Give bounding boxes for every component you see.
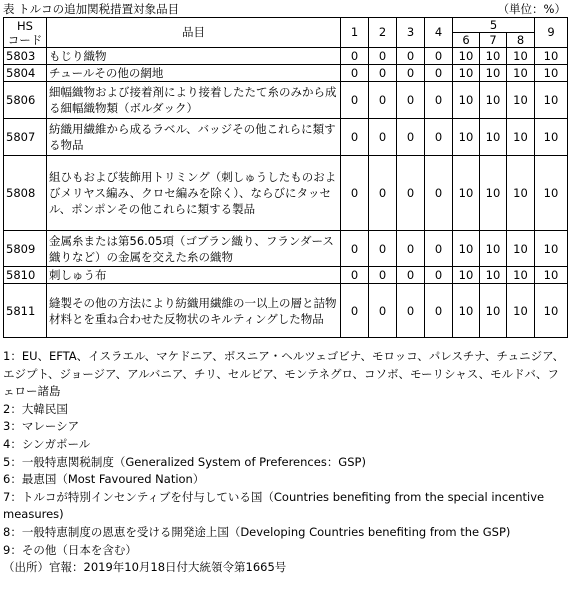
item-cell: 紡織用繊維から成るラベル、バッジその他これらに類する物品	[47, 119, 341, 156]
header-col-3: 3	[397, 18, 425, 48]
note-6: 6：最恵国（Most Favoured Nation）	[3, 472, 205, 487]
rate-cell-col-6: 10	[453, 156, 480, 231]
note-3: 3：マレーシア	[3, 419, 80, 434]
rate-cell-col-3: 0	[397, 48, 425, 65]
table-row	[4, 119, 568, 156]
table-row	[4, 65, 568, 82]
hs-code-cell: 5811	[4, 284, 47, 338]
rate-cell-col-4: 0	[425, 82, 453, 119]
header-col-8: 8	[507, 33, 535, 48]
rate-cell-col-9: 10	[535, 231, 568, 267]
header-col-1: 1	[341, 18, 369, 48]
table-title: 表 トルコの追加関税措置対象品目	[3, 2, 180, 16]
hs-code-cell: 5807	[4, 119, 47, 156]
note-2: 2：大韓民国	[3, 401, 68, 416]
hs-code-cell: 5803	[4, 48, 47, 65]
rate-cell-col-4: 0	[425, 284, 453, 338]
rate-cell-col-4: 0	[425, 119, 453, 156]
rate-cell-col-7: 10	[480, 65, 507, 82]
rate-cell-col-4: 0	[425, 48, 453, 65]
note-8: 8：一般特恵制度の恩恵を受ける開発途上国（Developing Countries benefiting from the GSP)	[3, 524, 511, 539]
rate-cell-col-2: 0	[369, 82, 397, 119]
hs-code-cell: 5809	[4, 231, 47, 267]
tariff-table	[3, 17, 568, 338]
note-5: 5：一般特恵関税制度（Generalized System of Preferences：GSP)	[3, 454, 366, 469]
note-9: 9：その他（日本を含む）	[3, 542, 137, 557]
rate-cell-col-1: 0	[341, 82, 369, 119]
item-cell: チュールその他の網地	[47, 65, 341, 82]
rate-cell-col-9: 10	[535, 119, 568, 156]
rate-cell-col-6: 10	[453, 231, 480, 267]
rate-cell-col-9: 10	[535, 65, 568, 82]
rate-cell-col-7: 10	[480, 156, 507, 231]
rate-cell-col-8: 10	[507, 48, 535, 65]
rate-cell-col-1: 0	[341, 284, 369, 338]
rate-cell-col-9: 10	[535, 284, 568, 338]
rate-cell-col-2: 0	[369, 65, 397, 82]
table-row	[4, 267, 568, 284]
rate-cell-col-8: 10	[507, 231, 535, 267]
header-hs-code: HS コード	[4, 18, 47, 48]
rate-cell-col-7: 10	[480, 267, 507, 284]
rate-cell-col-8: 10	[507, 65, 535, 82]
hs-code-cell: 5810	[4, 267, 47, 284]
item-cell: もじり織物	[47, 48, 341, 65]
rate-cell-col-6: 10	[453, 82, 480, 119]
rate-cell-col-1: 0	[341, 156, 369, 231]
rate-cell-col-1: 0	[341, 231, 369, 267]
item-cell: 細幅織物および接着剤により接着したたて糸のみから成る細幅織物類（ボルダック）	[47, 82, 341, 119]
unit-label: （単位：%）	[497, 2, 566, 16]
rate-cell-col-9: 10	[535, 48, 568, 65]
item-cell: 縫製その他の方法により紡織用繊維の一以上の層と詰物材料とを重ね合わせた反物状のキルティングした物品	[47, 284, 341, 338]
item-cell: 金属糸または第56.05項（ゴブラン織り、フランダース織りなど）の金属を交えた糸の織物	[47, 231, 341, 267]
rate-cell-col-8: 10	[507, 156, 535, 231]
rate-cell-col-8: 10	[507, 284, 535, 338]
table-row	[4, 82, 568, 119]
rate-cell-col-9: 10	[535, 267, 568, 284]
header-col-4: 4	[425, 18, 453, 48]
hs-code-cell: 5806	[4, 82, 47, 119]
rate-cell-col-2: 0	[369, 156, 397, 231]
header-item: 品目	[47, 18, 341, 48]
rate-cell-col-8: 10	[507, 267, 535, 284]
rate-cell-col-7: 10	[480, 48, 507, 65]
title-row	[3, 1, 566, 17]
hs-code-cell: 5804	[4, 65, 47, 82]
header-col-5: 5	[453, 18, 535, 33]
rate-cell-col-2: 0	[369, 267, 397, 284]
rate-cell-col-7: 10	[480, 119, 507, 156]
rate-cell-col-3: 0	[397, 267, 425, 284]
rate-cell-col-1: 0	[341, 267, 369, 284]
rate-cell-col-4: 0	[425, 156, 453, 231]
rate-cell-col-2: 0	[369, 119, 397, 156]
rate-cell-col-4: 0	[425, 267, 453, 284]
hs-code-cell: 5808	[4, 156, 47, 231]
rate-cell-col-1: 0	[341, 119, 369, 156]
table-row	[4, 284, 568, 338]
rate-cell-col-1: 0	[341, 48, 369, 65]
rate-cell-col-7: 10	[480, 231, 507, 267]
rate-cell-col-6: 10	[453, 284, 480, 338]
rate-cell-col-6: 10	[453, 65, 480, 82]
rate-cell-col-2: 0	[369, 48, 397, 65]
rate-cell-col-3: 0	[397, 284, 425, 338]
source-note: （出所）官報：2019年10月18日付大統領令第1665号	[3, 560, 287, 575]
rate-cell-col-8: 10	[507, 119, 535, 156]
header-col-6: 6	[453, 33, 480, 48]
rate-cell-col-6: 10	[453, 119, 480, 156]
rate-cell-col-3: 0	[397, 231, 425, 267]
rate-cell-col-2: 0	[369, 284, 397, 338]
rate-cell-col-7: 10	[480, 82, 507, 119]
rate-cell-col-2: 0	[369, 231, 397, 267]
rate-cell-col-8: 10	[507, 82, 535, 119]
rate-cell-col-3: 0	[397, 82, 425, 119]
header-col-2: 2	[369, 18, 397, 48]
rate-cell-col-3: 0	[397, 65, 425, 82]
table-row	[4, 48, 568, 65]
rate-cell-col-9: 10	[535, 156, 568, 231]
table-row	[4, 231, 568, 267]
header-col-7: 7	[480, 33, 507, 48]
item-cell: 組ひもおよび装飾用トリミング（刺しゅうしたものおよびメリヤス編み、クロセ編みを除く）、ならびにタッセル、ポンポンその他これらに類する製品	[47, 156, 341, 231]
rate-cell-col-7: 10	[480, 284, 507, 338]
rate-cell-col-3: 0	[397, 156, 425, 231]
rate-cell-col-9: 10	[535, 82, 568, 119]
rate-cell-col-4: 0	[425, 65, 453, 82]
header-col-9: 9	[535, 18, 568, 48]
item-cell: 刺しゅう布	[47, 267, 341, 284]
note-7: 7：トルコが特別インセンティブを付与している国（Countries benefiting from the special incentive measures)	[3, 489, 545, 522]
rate-cell-col-3: 0	[397, 119, 425, 156]
table-row	[4, 156, 568, 231]
rate-cell-col-6: 10	[453, 267, 480, 284]
rate-cell-col-4: 0	[425, 231, 453, 267]
note-4: 4：シンガポール	[3, 436, 91, 451]
notes-section	[3, 348, 567, 577]
rate-cell-col-1: 0	[341, 65, 369, 82]
rate-cell-col-6: 10	[453, 48, 480, 65]
note-1: 1：EU、EFTA、イスラエル、マケドニア、ボスニア・ヘルツェゴビナ、モロッコ、パレスチナ、チュニジア、エジプト、ジョージア、アルバニア、チリ、セルビア、モンテネグロ、コソボ、モーリシャス、モルドバ、フェロー諸島	[3, 349, 565, 399]
